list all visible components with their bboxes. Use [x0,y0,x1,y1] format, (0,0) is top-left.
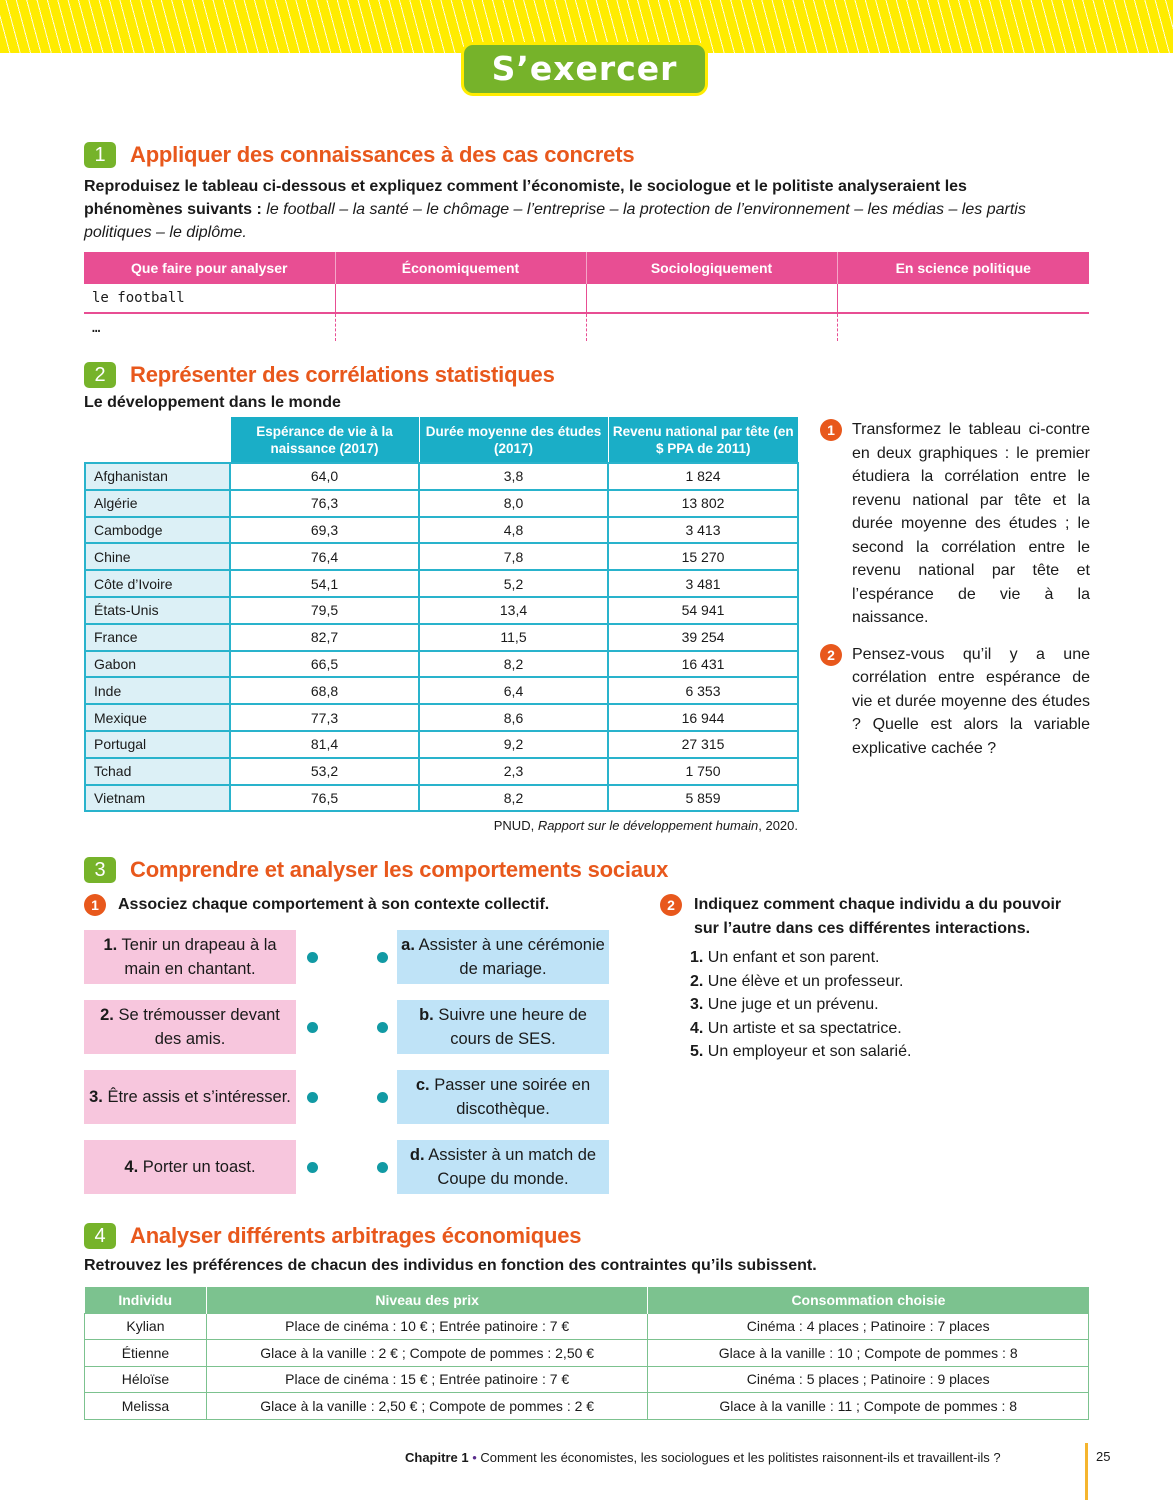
table-row [85,785,798,812]
card-content [401,933,605,981]
context-card [397,1140,609,1194]
behavior-card [84,1140,296,1194]
value-cell: 76,5 [230,785,419,812]
source-suffix: , 2020. [758,818,798,833]
section-title: Comprendre et analyser les comportements sociaux [130,857,669,882]
card-label: a. [401,936,415,954]
question-text: Pensez-vous qu’il y a une corrélation entre espérance de vie et durée moyenne des études ? Quelle est alors la variable explicative cachée ? [852,645,1090,757]
section-1-heading [84,142,634,168]
source-prefix: PNUD, [493,818,538,833]
table-cell [335,313,586,341]
country-cell: États-Unis [85,597,230,624]
list-item [690,1017,911,1041]
section-4-instruction: Retrouvez les préférences de chacun des individus en fonction des contraintes qu’ils subissent. [84,1257,817,1274]
card-text: Porter un toast. [142,1158,256,1176]
country-cell: Mexique [85,704,230,731]
table-cell: Place de cinéma : 15 € ; Entrée patinoire : 7 € [206,1366,648,1393]
table-cell: Glace à la vanille : 11 ; Compote de pommes : 8 [648,1393,1089,1420]
behavior-card [84,1000,296,1054]
value-cell: 6,4 [419,677,608,704]
table-row [85,1340,1089,1367]
value-cell: 5,2 [419,570,608,597]
table-cell: Melissa [85,1393,207,1420]
card-label: 4. [124,1158,139,1176]
interactions-list [690,946,911,1064]
page-footer [405,1450,1001,1465]
section-2-heading [84,362,555,388]
table-cell [586,313,837,341]
development-table [84,417,799,812]
table-cell: Glace à la vanille : 2,50 € ; Compote de pommes : 2 € [206,1393,648,1420]
list-item-number: 5. [690,1043,704,1060]
value-cell: 53,2 [230,758,419,785]
page-title: S’exercer [461,42,708,96]
question [820,418,1090,630]
table-cell: Héloïse [85,1366,207,1393]
arbitrage-table [84,1287,1089,1420]
value-cell: 13 802 [608,490,798,517]
value-cell: 13,4 [419,597,608,624]
value-cell: 66,5 [230,651,419,678]
value-cell: 54 941 [608,597,798,624]
table-row [85,463,798,490]
list-item-text: Un employeur et son salarié. [707,1043,912,1060]
value-cell: 5 859 [608,785,798,812]
table-header: En science politique [837,252,1089,284]
card-content [401,1073,605,1121]
behavior-card [84,1070,296,1124]
value-cell: 7,8 [419,543,608,570]
section-number-badge: 3 [84,857,116,883]
table-cell: Glace à la vanille : 2 € ; Compote de pommes : 2,50 € [206,1340,648,1367]
card-label: d. [409,1146,425,1164]
value-cell: 8,6 [419,704,608,731]
value-cell: 6 353 [608,677,798,704]
value-cell: 1 750 [608,758,798,785]
list-item-text: Un enfant et son parent. [707,949,880,966]
question [820,643,1090,761]
analysis-table [84,252,1089,341]
card-content [89,1085,291,1109]
list-item-text: Un artiste et sa spectatrice. [707,1019,902,1037]
table-row [84,284,1089,313]
country-cell: Vietnam [85,785,230,812]
section-title: Représenter des corrélations statistiques [130,362,555,387]
list-item-number: 2. [690,972,704,990]
page-number-bar [1085,1443,1088,1500]
table-header: Niveau des prix [206,1287,648,1313]
question-text: Transformez le tableau ci-contre en deux graphiques : le premier étudiera la corrélation entre le revenu national par tête et la durée moyenne des études ; le second la corrélation entre le revenu national par tête et l’espérance de vie à la naissance. [852,421,1090,626]
card-content [88,933,292,981]
section-3-question-1 [84,893,549,917]
list-item [690,1040,911,1064]
table-row [85,677,798,704]
table-header: Espérance de vie à la naissance (2017) [230,417,419,463]
table-cell [837,313,1089,341]
table-cell: Place de cinéma : 10 € ; Entrée patinoire : 7 € [206,1313,648,1340]
table-header: Sociologiquement [586,252,837,284]
table-cell [586,284,837,313]
value-cell: 79,5 [230,597,419,624]
list-item [690,970,911,994]
match-dot-right[interactable] [377,952,388,963]
match-dot-right[interactable] [377,1162,388,1173]
card-label: b. [419,1006,434,1024]
table-cell: Cinéma : 4 places ; Patinoire : 7 places [648,1313,1089,1340]
value-cell: 54,1 [230,570,419,597]
card-text: Se trémousser devant des amis. [118,1006,280,1048]
table-source [84,818,798,833]
card-content [124,1155,255,1179]
card-content [401,1143,605,1191]
match-dot-left[interactable] [307,1092,318,1103]
value-cell: 81,4 [230,731,419,758]
value-cell: 68,8 [230,677,419,704]
question-number-icon: 1 [84,894,106,916]
table-row [85,651,798,678]
match-dot-right[interactable] [377,1022,388,1033]
country-cell: Algérie [85,490,230,517]
page-number: 25 [1096,1449,1111,1464]
question-number-icon: 2 [820,644,842,666]
context-card [397,930,609,984]
table-cell: Cinéma : 5 places ; Patinoire : 9 places [648,1366,1089,1393]
section-title: Appliquer des connaissances à des cas concrets [130,142,635,167]
card-label: 2. [100,1006,114,1024]
list-item-number: 1. [690,949,704,966]
table-header: Consommation choisie [648,1287,1089,1313]
table-row [85,517,798,544]
country-cell: Côte d’Ivoire [85,570,230,597]
card-text: Passer une soirée en discothèque. [434,1076,591,1118]
section-3-question-2 [660,893,1090,941]
list-item-text: Une juge et un prévenu. [707,996,879,1013]
table-row [85,731,798,758]
card-label: 1. [103,936,118,954]
context-card [397,1000,609,1054]
table-row [85,624,798,651]
list-item-number: 3. [690,996,704,1013]
value-cell: 8,2 [419,651,608,678]
instruction-italic: le football – la santé – le chômage – l’entreprise – la protection de l’environnement – les médias – les partis politiques – le diplôme. [84,201,1026,241]
table-title: Le développement dans le monde [84,394,341,411]
value-cell: 9,2 [419,731,608,758]
value-cell: 16 944 [608,704,798,731]
table-header: Que faire pour analyser [84,252,335,284]
table-row [85,570,798,597]
table-row [85,490,798,517]
table-cell [335,284,586,313]
footer-separator: • [472,1450,477,1465]
match-dot-left[interactable] [307,952,318,963]
table-row [85,1393,1089,1420]
value-cell: 76,3 [230,490,419,517]
instruction-bold: Reproduisez le tableau ci-dessous et expliquez comment l’économiste, le sociologue et le politiste analyseraient les phénomènes suivants : [84,178,967,218]
list-item-number: 4. [690,1019,704,1037]
value-cell: 15 270 [608,543,798,570]
table-row [85,758,798,785]
value-cell: 8,2 [419,785,608,812]
table-row [84,313,1089,341]
section-number-badge: 4 [84,1223,116,1249]
list-item [690,993,911,1017]
value-cell: 8,0 [419,490,608,517]
table-header-blank [85,417,230,463]
value-cell: 64,0 [230,463,419,490]
section-3-heading [84,857,668,883]
card-text: Assister à une cérémonie de mariage. [418,936,605,978]
card-label: c. [415,1076,430,1094]
section-1-instruction [84,175,1044,244]
table-cell: Étienne [85,1340,207,1367]
behavior-card [84,930,296,984]
question-text: Indiquez comment chaque individu a du pouvoir sur l’autre dans ces différentes interactions. [694,896,1062,937]
card-text: Assister à un match de Coupe du monde. [428,1146,597,1188]
value-cell: 1 824 [608,463,798,490]
match-dot-left[interactable] [307,1162,318,1173]
value-cell: 82,7 [230,624,419,651]
card-content [401,1003,605,1051]
value-cell: 76,4 [230,543,419,570]
value-cell: 77,3 [230,704,419,731]
table-row [85,543,798,570]
country-cell: Chine [85,543,230,570]
table-cell: … [84,313,335,341]
card-text: Être assis et s’intéresser. [107,1088,291,1106]
country-cell: Afghanistan [85,463,230,490]
chapter-label: Chapitre 1 [405,1450,469,1465]
value-cell: 3 481 [608,570,798,597]
table-cell [837,284,1089,313]
value-cell: 69,3 [230,517,419,544]
section-2-questions [820,418,1090,773]
country-cell: Gabon [85,651,230,678]
table-header: Durée moyenne des études (2017) [419,417,608,463]
match-dot-right[interactable] [377,1092,388,1103]
card-text: Suivre une heure de cours de SES. [438,1006,587,1048]
value-cell: 4,8 [419,517,608,544]
table-row [85,1313,1089,1340]
value-cell: 39 254 [608,624,798,651]
value-cell: 3 413 [608,517,798,544]
table-header: Revenu national par tête (en $ PPA de 2011) [608,417,798,463]
context-card [397,1070,609,1124]
section-title: Analyser différents arbitrages économiques [130,1223,582,1248]
section-number-badge: 1 [84,142,116,168]
table-row [85,597,798,624]
table-header: Économiquement [335,252,586,284]
table-cell: Glace à la vanille : 10 ; Compote de pommes : 8 [648,1340,1089,1367]
table-cell: le football [84,284,335,313]
chapter-title: Comment les économistes, les sociologues et les politistes raisonnent-ils et travaillent-ils ? [480,1450,1001,1465]
section-number-badge: 2 [84,362,116,388]
value-cell: 11,5 [419,624,608,651]
country-cell: Inde [85,677,230,704]
table-cell: Kylian [85,1313,207,1340]
table-row [85,1366,1089,1393]
question-text: Associez chaque comportement à son contexte collectif. [118,896,550,913]
value-cell: 2,3 [419,758,608,785]
value-cell: 3,8 [419,463,608,490]
section-4-heading [84,1223,581,1249]
card-content [88,1003,292,1051]
country-cell: Portugal [85,731,230,758]
question-number-icon: 1 [820,419,842,441]
country-cell: Cambodge [85,517,230,544]
list-item [690,946,911,970]
table-row [85,704,798,731]
list-item-text: Une élève et un professeur. [707,972,904,990]
table-header: Individu [85,1287,207,1313]
card-text: Tenir un drapeau à la main en chantant. [121,936,277,978]
country-cell: France [85,624,230,651]
source-title: Rapport sur le développement humain [537,818,759,833]
card-label: 3. [89,1088,103,1106]
value-cell: 16 431 [608,651,798,678]
country-cell: Tchad [85,758,230,785]
value-cell: 27 315 [608,731,798,758]
match-dot-left[interactable] [307,1022,318,1033]
question-number-icon: 2 [660,894,682,916]
